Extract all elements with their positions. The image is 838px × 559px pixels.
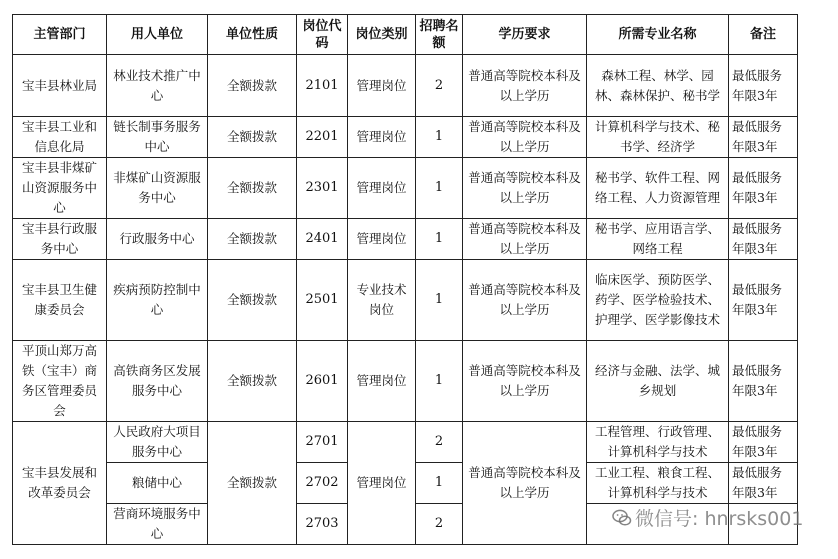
header-dept: 主管部门	[13, 15, 107, 55]
cell-note: 最低服务年限3年	[729, 260, 798, 341]
cell-majors: 经济与金融、法学、城乡规划	[587, 341, 729, 422]
header-code: 岗位代码	[297, 15, 348, 55]
cell-nature: 全额拨款	[208, 341, 297, 422]
table-row	[13, 219, 798, 260]
cell-unit: 链长制事务服务中心	[107, 117, 208, 158]
cell-education: 普通高等院校本科及以上学历	[463, 55, 587, 117]
header-row	[13, 15, 798, 55]
recruitment-table-container	[12, 14, 798, 545]
cell-code: 2501	[297, 260, 348, 341]
cell-majors: 秘书学、应用语言学、网络工程	[587, 219, 729, 260]
cell-majors: 工业工程、粮食工程、计算机科学与技术	[587, 463, 729, 504]
cell-nature: 全额拨款	[208, 55, 297, 117]
cell-category: 管理岗位	[348, 117, 416, 158]
cell-nature: 全额拨款	[208, 117, 297, 158]
cell-education: 普通高等院校本科及以上学历	[463, 422, 587, 545]
cell-nature: 全额拨款	[208, 219, 297, 260]
table-row	[13, 117, 798, 158]
cell-education: 普通高等院校本科及以上学历	[463, 219, 587, 260]
cell-majors: 工程管理、行政管理、计算机科学与技术	[587, 422, 729, 463]
cell-note: 最低服务年限3年	[729, 463, 798, 504]
cell-education: 普通高等院校本科及以上学历	[463, 158, 587, 219]
cell-dept: 宝丰县行政服务中心	[13, 219, 107, 260]
cell-nature: 全额拨款	[208, 422, 297, 545]
cell-category: 管理岗位	[348, 219, 416, 260]
cell-count: 1	[416, 158, 463, 219]
cell-note: 最低服务年限3年	[729, 422, 798, 463]
cell-education: 普通高等院校本科及以上学历	[463, 117, 587, 158]
table-row	[13, 341, 798, 422]
cell-unit: 人民政府大项目服务中心	[107, 422, 208, 463]
header-category: 岗位类别	[348, 15, 416, 55]
cell-education: 普通高等院校本科及以上学历	[463, 341, 587, 422]
cell-category: 管理岗位	[348, 341, 416, 422]
cell-note: 最低服务年限3年	[729, 117, 798, 158]
cell-code: 2702	[297, 463, 348, 504]
cell-unit: 营商环境服务中心	[107, 504, 208, 545]
cell-dept: 宝丰县工业和信息化局	[13, 117, 107, 158]
cell-unit: 疾病预防控制中心	[107, 260, 208, 341]
watermark-text: 微信号: hnrsks001	[635, 508, 804, 530]
table-row	[13, 55, 798, 117]
header-note: 备注	[729, 15, 798, 55]
recruitment-table	[12, 14, 798, 545]
cell-category: 管理岗位	[348, 158, 416, 219]
wechat-icon	[612, 508, 632, 528]
table-row	[13, 422, 798, 463]
cell-majors: 临床医学、预防医学、药学、医学检验技术、护理学、医学影像技术	[587, 260, 729, 341]
cell-category: 管理岗位	[348, 55, 416, 117]
cell-unit: 行政服务中心	[107, 219, 208, 260]
header-nature: 单位性质	[208, 15, 297, 55]
cell-count: 1	[416, 260, 463, 341]
cell-code: 2401	[297, 219, 348, 260]
cell-count: 1	[416, 219, 463, 260]
cell-unit: 林业技术推广中心	[107, 55, 208, 117]
cell-count: 2	[416, 422, 463, 463]
cell-category: 管理岗位	[348, 422, 416, 545]
cell-unit: 粮储中心	[107, 463, 208, 504]
cell-code: 2601	[297, 341, 348, 422]
cell-nature: 全额拨款	[208, 260, 297, 341]
header-unit: 用人单位	[107, 15, 208, 55]
cell-dept: 平顶山郑万高铁（宝丰）商务区管理委员会	[13, 341, 107, 422]
cell-note: 最低服务年限3年	[729, 219, 798, 260]
cell-count: 1	[416, 117, 463, 158]
cell-nature: 全额拨款	[208, 158, 297, 219]
cell-unit: 高铁商务区发展服务中心	[107, 341, 208, 422]
table-row	[13, 260, 798, 341]
cell-count: 1	[416, 341, 463, 422]
cell-majors: 秘书学、软件工程、网络工程、人力资源管理	[587, 158, 729, 219]
cell-dept: 宝丰县发展和改革委员会	[13, 422, 107, 545]
cell-count: 2	[416, 55, 463, 117]
cell-code: 2101	[297, 55, 348, 117]
header-education: 学历要求	[463, 15, 587, 55]
cell-note: 最低服务年限3年	[729, 158, 798, 219]
cell-count: 2	[416, 504, 463, 545]
table-row	[13, 158, 798, 219]
cell-dept: 宝丰县林业局	[13, 55, 107, 117]
cell-note: 最低服务年限3年	[729, 55, 798, 117]
cell-dept: 宝丰县非煤矿山资源服务中心	[13, 158, 107, 219]
cell-note: 最低服务年限3年	[729, 341, 798, 422]
cell-code: 2301	[297, 158, 348, 219]
cell-count: 1	[416, 463, 463, 504]
cell-education: 普通高等院校本科及以上学历	[463, 260, 587, 341]
header-count: 招聘名额	[416, 15, 463, 55]
cell-category: 专业技术岗位	[348, 260, 416, 341]
cell-dept: 宝丰县卫生健康委员会	[13, 260, 107, 341]
cell-code: 2701	[297, 422, 348, 463]
cell-majors: 森林工程、林学、园林、森林保护、秘书学	[587, 55, 729, 117]
wechat-watermark	[612, 504, 803, 531]
cell-code: 2201	[297, 117, 348, 158]
cell-unit: 非煤矿山资源服务中心	[107, 158, 208, 219]
cell-code: 2703	[297, 504, 348, 545]
cell-majors: 计算机科学与技术、秘书学、经济学	[587, 117, 729, 158]
header-majors: 所需专业名称	[587, 15, 729, 55]
